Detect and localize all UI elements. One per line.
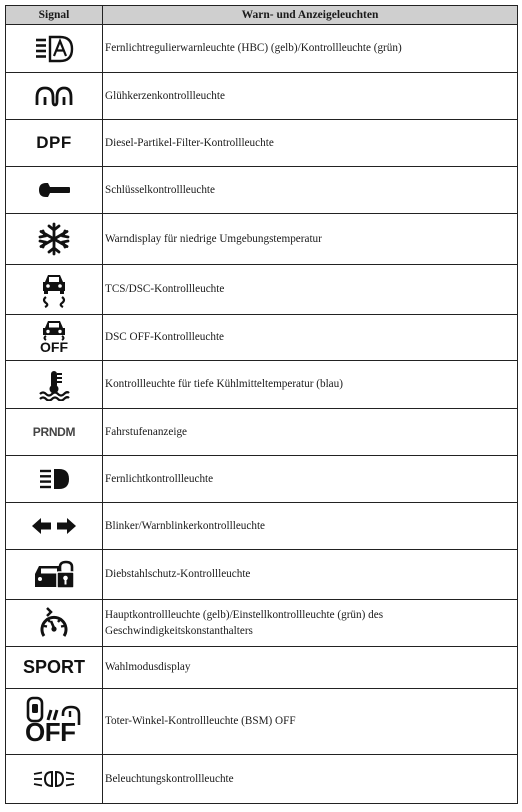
row-label: Diebstahlschutz-Kontrollleuchte [103, 550, 518, 600]
table-row [6, 73, 518, 120]
row-label: Fernlichtkontrollleuchte [103, 456, 518, 503]
table-row [6, 689, 518, 755]
immobilizer-icon [33, 560, 75, 590]
position-lights-icon [32, 769, 76, 789]
table-row [6, 265, 518, 315]
row-label: Beleuchtungskontrollleuchte [103, 755, 518, 804]
table-row [6, 167, 518, 214]
wrench-icon [36, 180, 72, 200]
table-header-row [6, 6, 518, 25]
sport-mode-icon: SPORT [22, 657, 85, 677]
table-row [6, 550, 518, 600]
row-label: Toter-Winkel-Kontrollleuchte (BSM) OFF [103, 689, 518, 755]
dsc-off-icon [40, 319, 68, 354]
table-row [6, 456, 518, 503]
table-row [6, 120, 518, 167]
high-beam-control-icon [34, 35, 74, 63]
warning-lights-table [5, 5, 518, 804]
row-label: Glühkerzenkontrollleuchte [103, 73, 518, 120]
header-warning-lights: Warn- und Anzeigeleuchten [103, 6, 518, 25]
table-row [6, 25, 518, 73]
row-label: Wahlmodusdisplay [103, 647, 518, 689]
bsm-off-text: OFF [25, 716, 76, 747]
row-label: Kontrollleuchte für tiefe Kühlmitteltemperatur (blau) [103, 361, 518, 409]
row-label: Schlüsselkontrollleuchte [103, 167, 518, 214]
row-label: TCS/DSC-Kontrollleuchte [103, 265, 518, 315]
turn-signal-arrows-icon [31, 517, 77, 535]
row-label: DSC OFF-Kontrollleuchte [103, 315, 518, 361]
dsc-off-text: OFF [40, 338, 68, 355]
glow-plug-icon [34, 85, 74, 107]
cruise-control-icon [38, 606, 70, 640]
bsm-off-icon [24, 696, 84, 748]
coolant-temperature-icon [38, 369, 70, 401]
row-label: Diesel-Partikel-Filter-Kontrollleuchte [103, 120, 518, 167]
table-row [6, 409, 518, 456]
row-label: Fahrstufenanzeige [103, 409, 518, 456]
row-label: Blinker/Warnblinkerkontrollleuchte [103, 503, 518, 550]
high-beam-icon [38, 468, 70, 490]
tcs-dsc-icon [40, 272, 68, 308]
table-row [6, 647, 518, 689]
snowflake-icon [37, 222, 71, 256]
car-skid-icon [41, 319, 67, 341]
table-row [6, 361, 518, 409]
row-label: Hauptkontrollleuchte (gelb)/Einstellkontrollleuchte (grün) des Geschwindigkeitskonstanthalters [103, 600, 518, 647]
table-row [6, 214, 518, 265]
header-signal: Signal [6, 6, 103, 25]
table-row [6, 600, 518, 647]
table-row [6, 315, 518, 361]
gear-position-icon: PRNDM [32, 425, 76, 439]
dpf-icon: DPF [36, 133, 72, 152]
row-label: Fernlichtregulierwarnleuchte (HBC) (gelb)/Kontrollleuchte (grün) [103, 25, 518, 73]
row-label: Warndisplay für niedrige Umgebungstemperatur [103, 214, 518, 265]
table-row [6, 755, 518, 804]
table-row [6, 503, 518, 550]
